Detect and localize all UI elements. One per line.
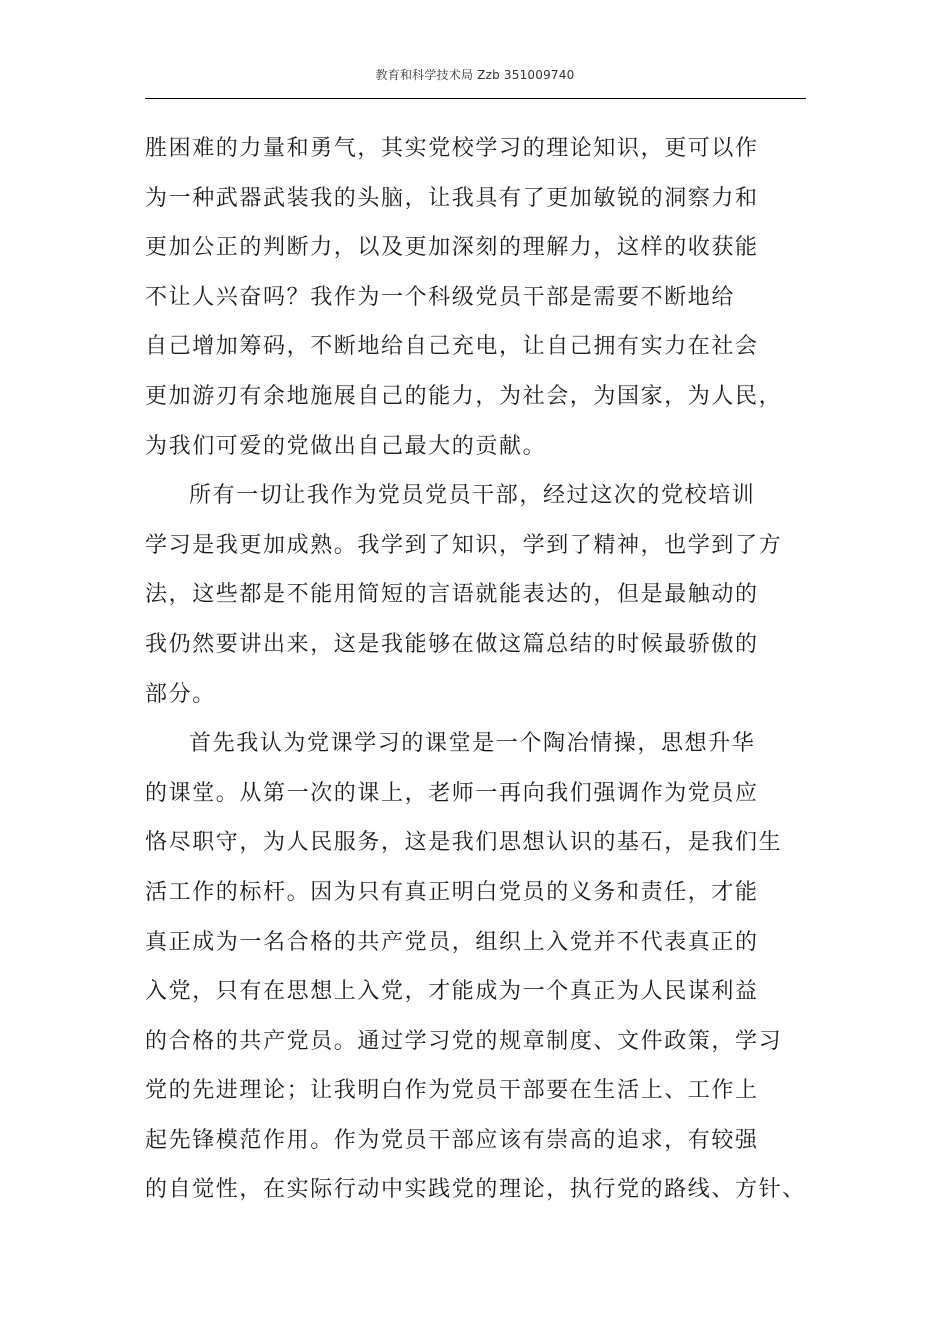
text-line: 更加游刃有余地施展自己的能力，为社会，为国家，为人民， xyxy=(145,383,783,409)
text-line: 恪尽职守，为人民服务，这是我们思想认识的基石，是我们生 xyxy=(145,830,783,856)
text-line: 的自觉性，在实际行动中实践党的理论，执行党的路线、方针、 xyxy=(145,1177,806,1203)
text-line: 学习是我更加成熟。我学到了知识，学到了精神，也学到了方 xyxy=(145,532,783,558)
text-line: 入党，只有在思想上入党，才能成为一个真正为人民谋利益 xyxy=(145,979,759,1005)
paragraph-first-line: 所有一切让我作为党员党员干部，经过这次的党校培训 xyxy=(189,483,756,509)
header-divider xyxy=(145,98,806,99)
text-line: 我仍然要讲出来，这是我能够在做这篇总结的时候最骄傲的 xyxy=(145,631,759,657)
text-line: 胜困难的力量和勇气，其实党校学习的理论知识，更可以作 xyxy=(145,136,759,161)
text-line: 起先锋模范作用。作为党员干部应该有崇高的追求，有较强 xyxy=(145,1127,759,1153)
text-line: 为我们可爱的党做出自己最大的贡献。 xyxy=(145,433,547,459)
text-line: 自己增加筹码，不断地给自己充电，让自己拥有实力在社会 xyxy=(145,334,759,360)
page-header: 教育和科学技术局 Zzb 351009740 xyxy=(375,68,575,82)
text-line: 真正成为一名合格的共产党员，组织上入党并不代表真正的 xyxy=(145,929,759,955)
body-text xyxy=(145,124,806,1215)
text-line: 不让人兴奋吗？我作为一个科级党员干部是需要不断地给 xyxy=(145,284,736,310)
text-line: 的课堂。从第一次的课上，老师一再向我们强调作为党员应 xyxy=(145,780,759,806)
text-line: 更加公正的判断力，以及更加深刻的理解力，这样的收获能 xyxy=(145,235,759,261)
text-line: 活工作的标杆。因为只有真正明白党员的义务和责任，才能 xyxy=(145,879,759,905)
text-line: 部分。 xyxy=(145,681,216,707)
text-line: 党的先进理论；让我明白作为党员干部要在生活上、工作上 xyxy=(145,1078,759,1104)
paragraph-first-line: 首先我认为党课学习的课堂是一个陶冶情操，思想升华 xyxy=(189,731,756,757)
text-line: 为一种武器武装我的头脑，让我具有了更加敏锐的洞察力和 xyxy=(145,185,759,211)
text-line: 法，这些都是不能用简短的言语就能表达的，但是最触动的 xyxy=(145,582,759,608)
text-line: 的合格的共产党员。通过学习党的规章制度、文件政策，学习 xyxy=(145,1028,783,1054)
